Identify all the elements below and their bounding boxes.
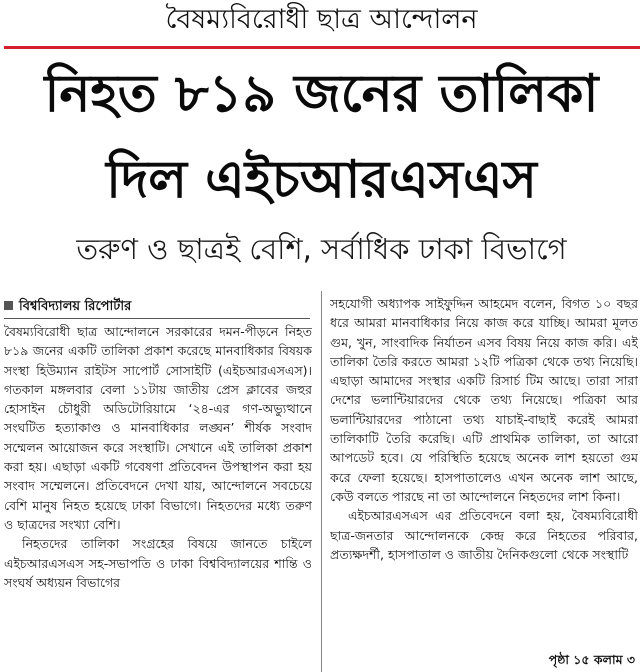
paragraph: বৈষম্যবিরোধী ছাত্র আন্দোলনে সরকারের দমন-পীড়নে নিহত ৮১৯ জনের একটি তালিকা প্রকাশ করেছে মানবাধিকার বিষয়ক সংস্থা হিউম্যান রাইটস সাপোর্ট সোসাইটি (এইচআরএসএস)। গতকাল মঙ্গলবার বেলা ১১টায় জাতীয় প্রেস ক্লাবের জহুর হোসাইন চৌধুরী অডিটোরিয়ামে ‘২৪-এর গণ-অভ্যুত্থানে সংঘটিত হত্যাকাণ্ড ও মানবাধিকার লঙ্ঘন’ শীর্ষক সংবাদ সম্মেলন আয়োজন করে সংস্থাটি। সেখানে এই তালিকা প্রকাশ করা হয়। এছাড়া একটি গবেষণা প্রতিবেদন উপস্থাপন করা হয় সংবাদ সম্মেলনে। প্রতিবেদনে দেখা যায়, আন্দোলনে সবচেয়ে বেশি মানুষ নিহত হয়েছে ঢাকা বিভাগে। নিহতদের মধ্যে তরুণ ও ছাত্রদের সংখ্যা বেশি। <box>4 324 312 532</box>
paragraph: এইচআরএসএস এর প্রতিবেদনে বলা হয়, বৈষম্যবিরোধী ছাত্র-জনতার আন্দোলনকে কেন্দ্র করে নিহতের পরিবার, প্রত্যক্ষদর্শী, হাসপাতাল ও জাতীয় দৈনিকগুলো থেকে সংস্থাটি <box>330 508 638 562</box>
headline-line-2: দিল এইচআরএসএস <box>106 150 537 210</box>
paragraph: নিহতদের তালিকা সংগ্রহের বিষয়ে জানতে চাইলে এইচআরএসএস সহ-সভাপতি ও ঢাকা বিশ্ববিদ্যালয়ের শান্তি ও সংঘর্ষ অধ্যয়ন বিভাগের <box>4 536 312 590</box>
continued-on-page: পৃষ্ঠা ১৫ কলাম ৩ <box>548 652 635 667</box>
article-column-left <box>4 322 312 672</box>
section-kicker: বৈষম্যবিরোধী ছাত্র আন্দোলন <box>165 4 478 35</box>
byline-text: বিশ্ববিদ্যালয় রিপোর্টার <box>19 299 132 314</box>
paragraph: সহযোগী অধ্যাপক সাইফুদ্দিন আহমেদ বলেন, বিগত ১০ বছর ধরে আমরা মানবাধিকার নিয়ে কাজ করে যাচ্ছি। আমরা মূলত গুম, খুন, সাংবাদিক নির্যাতন এসব বিষয় নিয়ে কাজ করি। এই তালিকা তৈরি করতে আমরা ১২টি পত্রিকা থেকে তথ্য নিয়েছি। এছাড়া আমাদের সংস্থার একটি রিসার্চ টিম আছে। তারা সারা দেশের ভলান্টিয়ারদের থেকে তথ্য নিয়েছে। পত্রিকা আর ভলান্টিয়ারদের পাঠানো তথ্য যাচাই-বাছাই করেই আমরা তালিকাটি তৈরি করেছি। এটি প্রাথমিক তালিকা, তা আরো আপডেট হবে। যে পরিস্থিতি হয়েছে অনেক লাশ হয়তো গুম করে ফেলা হয়েছে। হাসপাতালেও এখন অনেক লাশ আছে, কেউ বলতে পারছে না তা আন্দোলনে নিহতদের লাশ কিনা। <box>330 296 638 504</box>
byline-divider <box>4 318 310 319</box>
column-divider <box>321 291 322 672</box>
byline <box>4 297 314 317</box>
subheadline: তরুণ ও ছাত্রই বেশি, সর্বাধিক ঢাকা বিভাগে <box>76 232 567 266</box>
article-column-right <box>330 294 638 650</box>
kicker-divider <box>4 46 640 49</box>
byline-square-icon <box>4 301 13 310</box>
headline-line-1: নিহত ৮১৯ জনের তালিকা <box>44 64 599 124</box>
